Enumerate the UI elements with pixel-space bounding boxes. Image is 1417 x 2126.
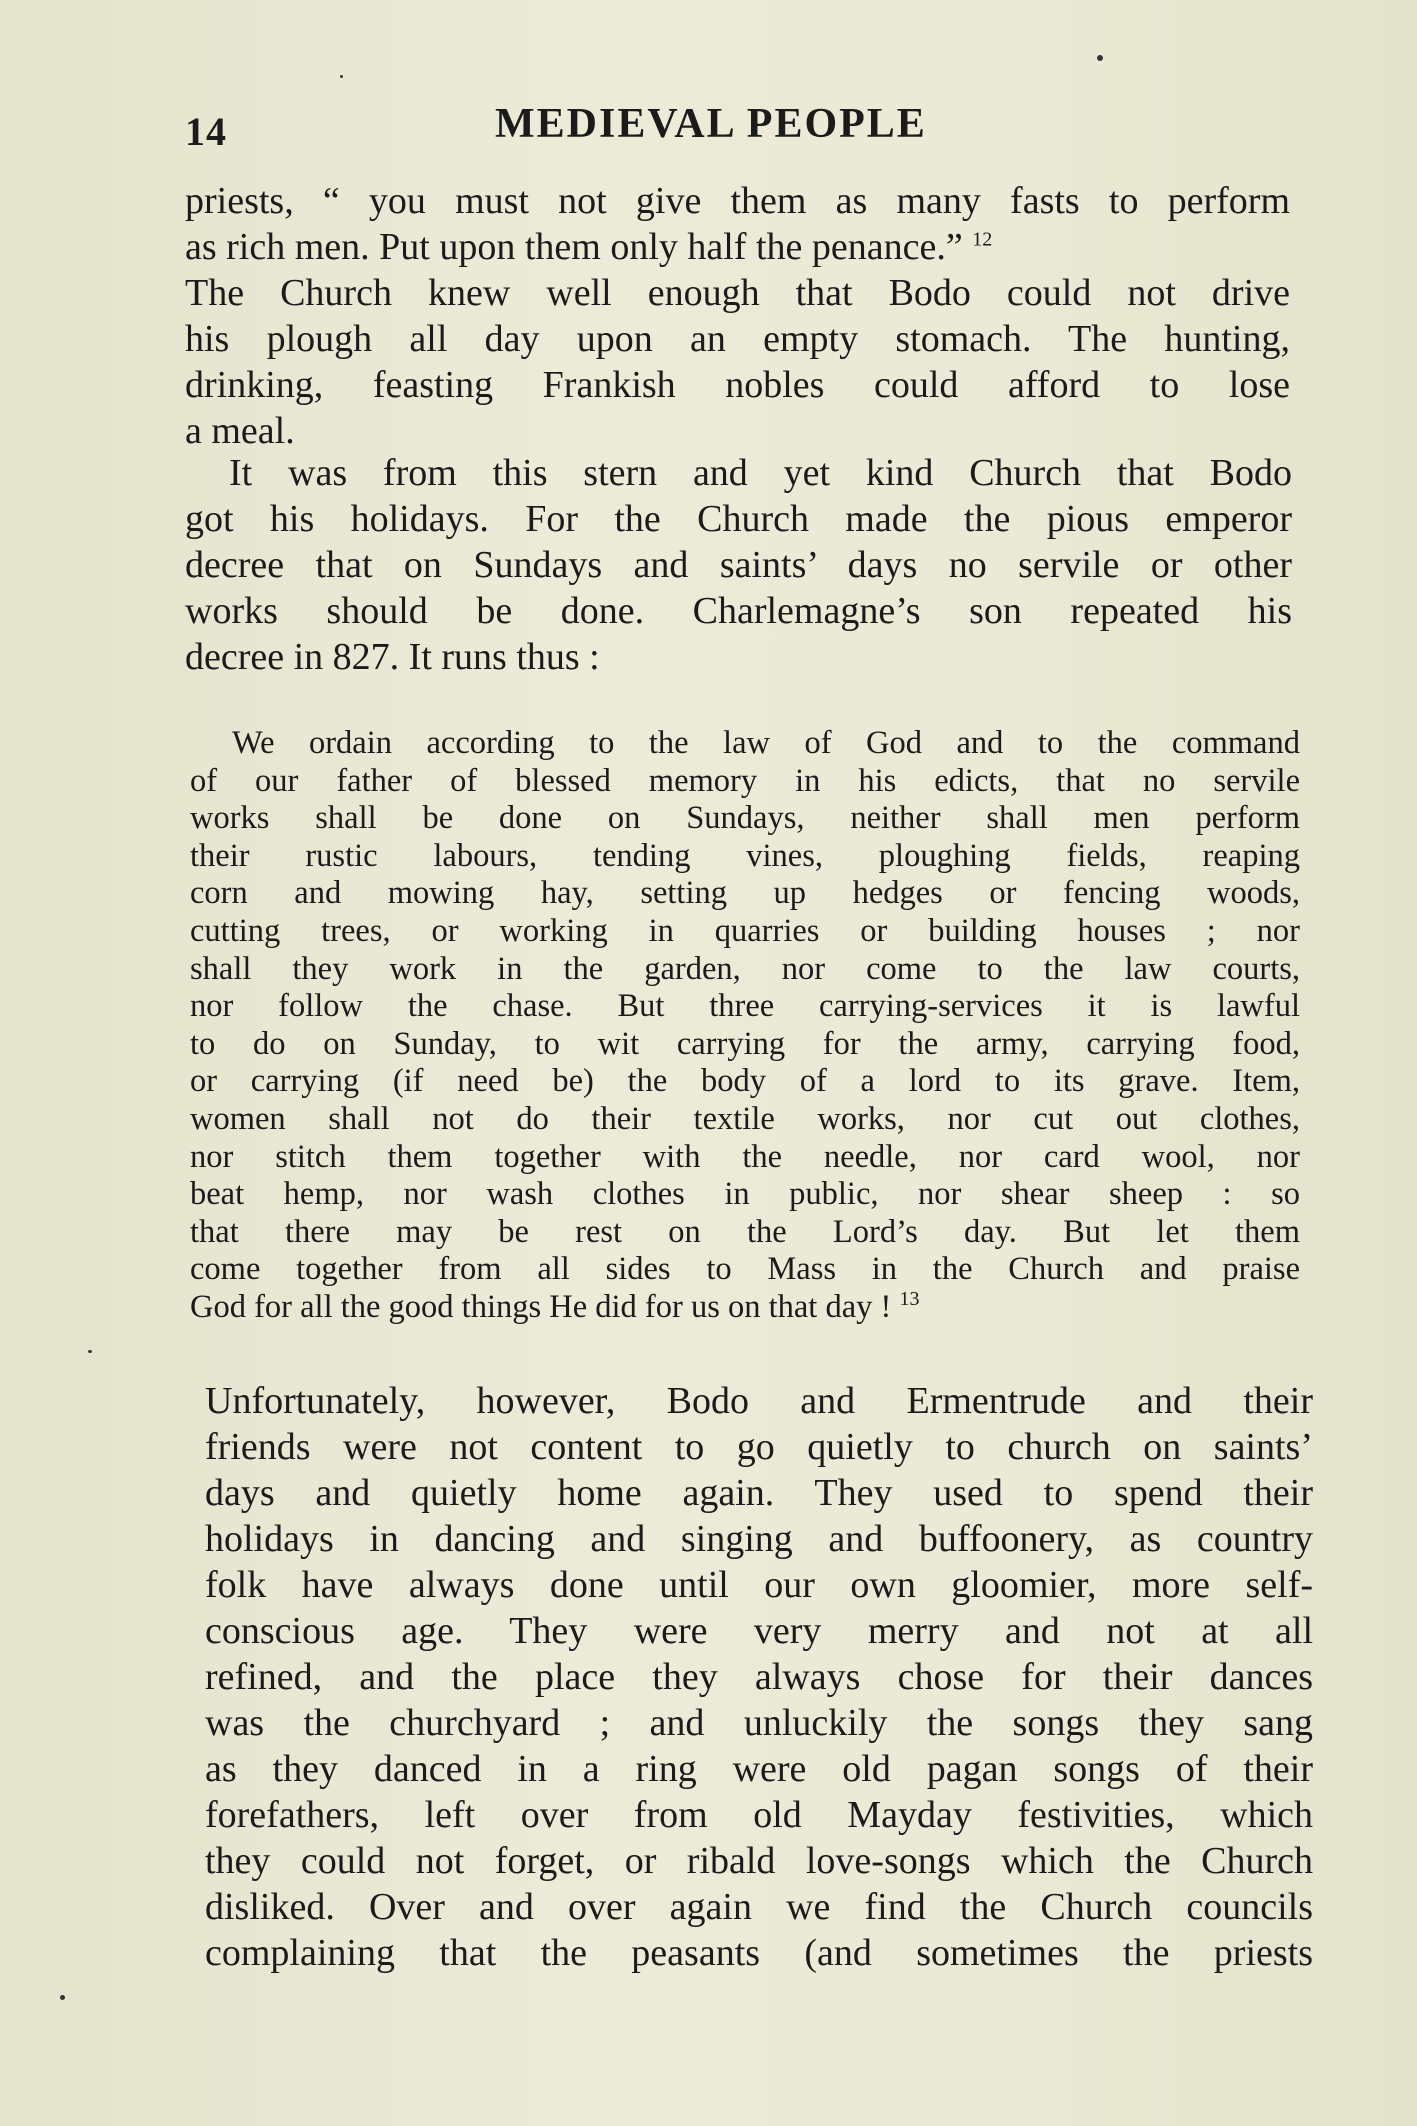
paragraph-1	[185, 178, 1290, 454]
page-header	[185, 100, 1315, 160]
quote-line: or carrying (if need be) the body of a lord to its grave. Item,	[190, 1063, 1300, 1100]
text-line: was the churchyard ; and unluckily the songs they sang	[205, 1702, 1313, 1744]
quote-line: nor stitch them together with the needle, nor card wool, nor	[190, 1138, 1300, 1175]
paper-speck	[60, 1995, 65, 2000]
quote-line: their rustic labours, tending vines, ploughing fields, reaping	[190, 837, 1300, 874]
quote-line: of our father of blessed memory in his edicts, that no servile	[190, 762, 1300, 799]
text-line: complaining that the peasants (and sometimes the priests	[205, 1932, 1313, 1974]
text-line: folk have always done until our own gloomier, more self-	[205, 1564, 1313, 1606]
text-line: works should be done. Charlemagne’s son repeated his	[185, 590, 1292, 632]
text-line: decree in 827. It runs thus :	[185, 636, 600, 678]
quote-line: nor follow the chase. But three carrying-services it is lawful	[190, 988, 1300, 1025]
text-line: friends were not content to go quietly to church on saints’	[205, 1426, 1313, 1468]
running-title: MEDIEVAL PEOPLE	[495, 101, 927, 147]
text-line: forefathers, left over from old Mayday festivities, which	[205, 1794, 1313, 1836]
paper-speck	[1097, 55, 1103, 61]
text-line: drinking, feasting Frankish nobles could afford to lose	[185, 364, 1290, 406]
text-line: got his holidays. For the Church made the pious emperor	[185, 498, 1292, 540]
text-line: his plough all day upon an empty stomach. The hunting,	[185, 318, 1290, 360]
text-line: conscious age. They were very merry and not at all	[205, 1610, 1313, 1652]
quote-line: women shall not do their textile works, nor cut out clothes,	[190, 1100, 1300, 1137]
text-line: refined, and the place they always chose for their dances	[205, 1656, 1313, 1698]
text-line: days and quietly home again. They used to spend their	[205, 1472, 1313, 1514]
text-line: as they danced in a ring were old pagan songs of their	[205, 1748, 1313, 1790]
quote-line: We ordain according to the law of God and to the command	[232, 725, 1300, 761]
text-line: a meal.	[185, 410, 295, 452]
text-line: holidays in dancing and singing and buffoonery, as country	[205, 1518, 1313, 1560]
footnote-ref-13: 13	[899, 1288, 920, 1311]
text-line: priests, “ you must not give them as many fasts to perform	[185, 180, 1290, 222]
text-line: decree that on Sundays and saints’ days no servile or other	[185, 544, 1292, 586]
page-number: 14	[185, 109, 227, 154]
quote-line: cutting trees, or working in quarries or building houses ; nor	[190, 912, 1300, 949]
paper-speck	[88, 1350, 92, 1353]
quote-line: that there may be rest on the Lord’s day. But let them	[190, 1213, 1300, 1250]
paragraph-3	[205, 1378, 1313, 1976]
quote-line: to do on Sunday, to wit carrying for the army, carrying food,	[190, 1025, 1300, 1062]
block-quotation	[190, 725, 1300, 1327]
text-line: disliked. Over and over again we find the Church councils	[205, 1886, 1313, 1928]
quote-line: corn and mowing hay, setting up hedges or fencing woods,	[190, 875, 1300, 912]
text-line: as rich men. Put upon them only half the penance.” $^{12}$	[185, 226, 993, 268]
footnote-ref-12: 12	[972, 228, 993, 251]
quote-line: shall they work in the garden, nor come to the law courts,	[190, 950, 1300, 987]
quote-line: come together from all sides to Mass in the Church and praise	[190, 1251, 1300, 1288]
text-line: The Church knew well enough that Bodo could not drive	[185, 272, 1290, 314]
quote-line: God for all the good things He did for us on that day ! $^{13}$	[190, 1288, 920, 1325]
text-line: they could not forget, or ribald love-songs which the Church	[205, 1840, 1313, 1882]
text-line: Unfortunately, however, Bodo and Ermentrude and their	[205, 1380, 1313, 1422]
quote-line: works shall be done on Sundays, neither shall men perform	[190, 800, 1300, 837]
paragraph-2	[185, 450, 1292, 680]
quote-line: beat hemp, nor wash clothes in public, nor shear sheep : so	[190, 1176, 1300, 1213]
text-line: It was from this stern and yet kind Church that Bodo	[229, 452, 1292, 494]
paper-speck	[340, 75, 343, 78]
